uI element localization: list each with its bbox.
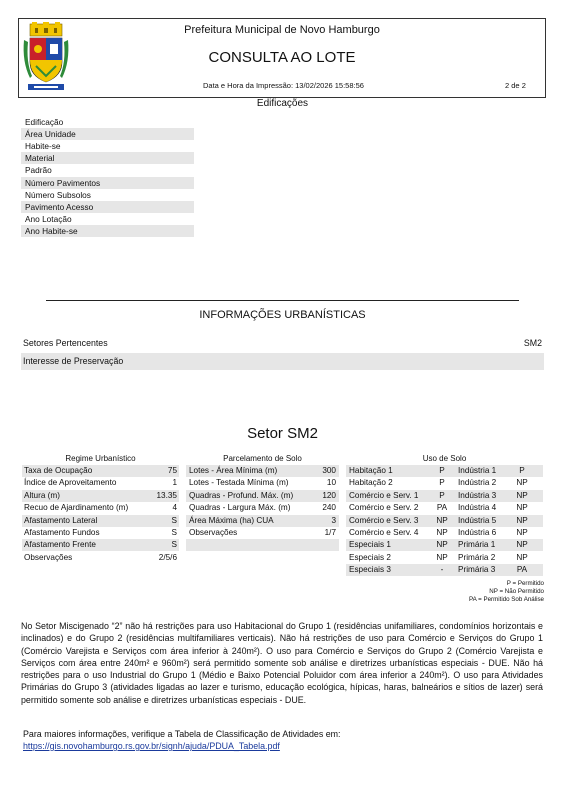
uso-status-b: P bbox=[519, 466, 525, 475]
uso-status-b: NP bbox=[516, 540, 528, 550]
parcelamento-value: 1/7 bbox=[324, 528, 336, 537]
print-datetime: Data e Hora da Impressão: 13/02/2026 15:58:56 bbox=[203, 81, 364, 90]
regime-row bbox=[22, 539, 179, 551]
parcelamento-row bbox=[186, 477, 339, 489]
regime-row bbox=[22, 515, 179, 527]
regime-value: 75 bbox=[167, 466, 177, 475]
uso-status-b: NP bbox=[516, 552, 528, 562]
uso-category-b: Primária 2 bbox=[458, 552, 496, 562]
regime-value: S bbox=[171, 528, 177, 537]
regime-label: Afastamento Frente bbox=[24, 540, 96, 550]
regime-value: S bbox=[171, 515, 177, 525]
uso-category-b: Indústria 3 bbox=[458, 490, 497, 500]
uso-row bbox=[346, 477, 543, 489]
uso-row bbox=[346, 502, 543, 514]
regime-label: Taxa de Ocupação bbox=[24, 466, 93, 475]
page-separator: de bbox=[511, 81, 520, 90]
legend bbox=[469, 580, 544, 603]
edificacao-field-row: Área Unidade bbox=[21, 128, 194, 140]
setores-label: Setores Pertencentes bbox=[23, 338, 108, 348]
regime-row bbox=[22, 465, 179, 477]
uso-category-b: Indústria 5 bbox=[458, 515, 497, 525]
parcelamento-value: 10 bbox=[326, 478, 336, 488]
regime-value: 2/5/6 bbox=[158, 552, 177, 562]
edificacao-field-row: Habite-se bbox=[25, 141, 61, 152]
uso-status-a: - bbox=[440, 565, 444, 575]
parcelamento-row bbox=[186, 527, 339, 539]
legend-item: PA = Permitido Sob Análise bbox=[468, 595, 544, 603]
setores-row bbox=[21, 336, 544, 350]
page-total: 2 bbox=[521, 81, 526, 90]
parcelamento-label: Área Máxima (ha) CUA bbox=[189, 515, 274, 525]
uso-status-b: NP bbox=[516, 515, 528, 525]
regime-value: S bbox=[171, 540, 177, 550]
edificacao-field-row: Padrão bbox=[25, 165, 52, 176]
uso-category-a: Comércio e Serv. 1 bbox=[349, 490, 419, 500]
parcelamento-label: Quadras - Largura Máx. (m) bbox=[189, 503, 291, 513]
parcelamento-row bbox=[186, 490, 339, 502]
institution-name: Prefeitura Municipal de Novo Hamburgo bbox=[184, 24, 380, 36]
uso-status-a: P bbox=[439, 466, 445, 475]
parcelamento-value: 3 bbox=[331, 515, 336, 525]
parcelamento-label: Observações bbox=[189, 528, 238, 537]
uso-category-b: Indústria 4 bbox=[458, 503, 497, 513]
edificacao-field-row: Número Subsolos bbox=[25, 189, 91, 200]
edificacoes-title: Edificações bbox=[256, 98, 309, 109]
uso-status-b: NP bbox=[516, 528, 528, 537]
uso-category-a: Habitação 2 bbox=[349, 478, 393, 488]
setor-description: No Setor Miscigenado “2” não há restrições para uso Habitacional do Grupo 1 (residências unifamiliares, condomínios horizontais e inclinados) e do Grupo 2 (residências multifamiliares verticais). Não há restrições de uso para Comércio e Serviços do Grupo 1 (Comércio Varejista e Serviços com área inferior à 240m²). O uso para Comércio e Serviços do Grupo 2 (Comércio Varejista e Serviços com área entre 240m² e 960m²) será permitido somente sob análise e diretrizes urbanísticas especiais - DUE. Não há restrições para o uso Industrial do Grupo 1 (Médio e Baixo Potencial Poluidor com área inferior a 240m²). O uso para Atividades Primárias do Grupo 3 (atividades ligadas ao lazer e turismo, educação ecológica, hípicas, haras, balneários e sítios de lazer) será permitido somente sob análise e diretrizes urbanísticas especiais - DUE. bbox=[21, 621, 543, 705]
regime-label: Altura (m) bbox=[24, 490, 60, 500]
legend-item: NP = Não Permitido bbox=[489, 587, 544, 595]
regime-label: Índice de Aproveitamento bbox=[24, 478, 117, 488]
uso-row bbox=[346, 515, 543, 527]
uso-category-b: Primária 3 bbox=[458, 565, 496, 575]
regime-row bbox=[22, 502, 179, 514]
regime-label: Observações bbox=[24, 552, 73, 562]
uso-status-a: P bbox=[439, 478, 445, 488]
parcelamento-row bbox=[186, 539, 339, 551]
uso-row bbox=[346, 552, 543, 564]
parcelamento-row bbox=[186, 465, 339, 477]
parcelamento-value: 120 bbox=[322, 490, 336, 500]
uso-category-a: Especiais 2 bbox=[349, 552, 391, 562]
report-header bbox=[18, 18, 546, 98]
uso-category-a: Especiais 3 bbox=[349, 565, 391, 575]
uso-row bbox=[346, 527, 543, 539]
edificacao-field-row: Material bbox=[21, 152, 194, 164]
uso-status-a: NP bbox=[436, 515, 448, 525]
uso-category-a: Especiais 1 bbox=[349, 540, 391, 550]
uso-status-a: NP bbox=[436, 528, 448, 537]
pdua-table-link[interactable]: https://gis.novohamburgo.rs.gov.br/signh/ajuda/PDUA_Tabela.pdf bbox=[23, 741, 280, 751]
edificacao-field-row: Número Pavimentos bbox=[21, 177, 194, 189]
uso-row bbox=[346, 465, 543, 477]
parcelamento-value: 240 bbox=[322, 503, 336, 513]
edificacao-field-row: Edificação bbox=[25, 117, 64, 127]
parcelamento-value: 300 bbox=[322, 466, 336, 475]
parcelamento-label: Lotes - Testada Mínima (m) bbox=[189, 478, 289, 488]
regime-label: Afastamento Lateral bbox=[24, 515, 98, 525]
page-number bbox=[505, 81, 526, 90]
uso-category-b: Primária 1 bbox=[458, 540, 496, 550]
uso-status-a: NP bbox=[436, 552, 448, 562]
parcelamento-label: Lotes - Área Mínima (m) bbox=[189, 466, 278, 475]
edificacao-field-row: Pavimento Acesso bbox=[21, 201, 194, 213]
regime-value: 1 bbox=[172, 478, 177, 488]
regime-title: Regime Urbanístico bbox=[65, 454, 136, 463]
parcelamento-row bbox=[186, 515, 339, 527]
setor-title: Setor SM2 bbox=[247, 425, 318, 442]
regime-row bbox=[22, 490, 179, 502]
parcelamento-title: Parcelamento de Solo bbox=[223, 454, 302, 463]
uso-category-a: Habitação 1 bbox=[349, 466, 393, 475]
uso-status-b: NP bbox=[516, 478, 528, 488]
uso-row bbox=[346, 564, 543, 576]
uso-category-b: Indústria 2 bbox=[458, 478, 497, 488]
uso-status-b: NP bbox=[516, 503, 528, 513]
uso-row bbox=[346, 490, 543, 502]
uso-title: Uso de Solo bbox=[422, 454, 467, 463]
uso-status-b: PA bbox=[516, 565, 528, 575]
parcelamento-row bbox=[186, 502, 339, 514]
urbanisticas-title: INFORMAÇÕES URBANÍSTICAS bbox=[199, 309, 366, 321]
more-info-text: Para maiores informações, verifique a Tabela de Classificação de Atividades em: bbox=[23, 729, 341, 739]
preservacao-row: Interesse de Preservação bbox=[21, 353, 544, 370]
parcelamento-label: Quadras - Profund. Máx. (m) bbox=[189, 490, 294, 500]
uso-status-a: NP bbox=[436, 540, 448, 550]
edificacao-field-row: Ano Habite-se bbox=[21, 225, 194, 237]
regime-value: 4 bbox=[172, 503, 177, 513]
legend-item: P = Permitido bbox=[506, 580, 544, 587]
section-divider bbox=[46, 300, 519, 301]
uso-category-a: Comércio e Serv. 3 bbox=[349, 515, 419, 525]
uso-category-a: Comércio e Serv. 4 bbox=[349, 528, 419, 537]
regime-row bbox=[22, 527, 179, 539]
uso-row bbox=[346, 539, 543, 551]
uso-status-a: P bbox=[439, 490, 445, 500]
regime-label: Afastamento Fundos bbox=[24, 528, 100, 537]
uso-category-a: Comércio e Serv. 2 bbox=[349, 503, 419, 513]
regime-row bbox=[22, 477, 179, 489]
regime-label: Recuo de Ajardinamento (m) bbox=[24, 503, 129, 513]
edificacao-field-row: Ano Lotação bbox=[25, 213, 72, 224]
uso-status-b: NP bbox=[516, 490, 528, 500]
page-current: 2 bbox=[505, 81, 510, 90]
regime-row bbox=[22, 552, 179, 564]
uso-category-b: Indústria 6 bbox=[458, 528, 497, 537]
regime-value: 13.35 bbox=[156, 490, 177, 500]
uso-status-a: PA bbox=[436, 503, 448, 513]
setores-value: SM2 bbox=[523, 338, 542, 348]
uso-category-b: Indústria 1 bbox=[458, 466, 497, 475]
page-title: CONSULTA AO LOTE bbox=[208, 49, 356, 66]
